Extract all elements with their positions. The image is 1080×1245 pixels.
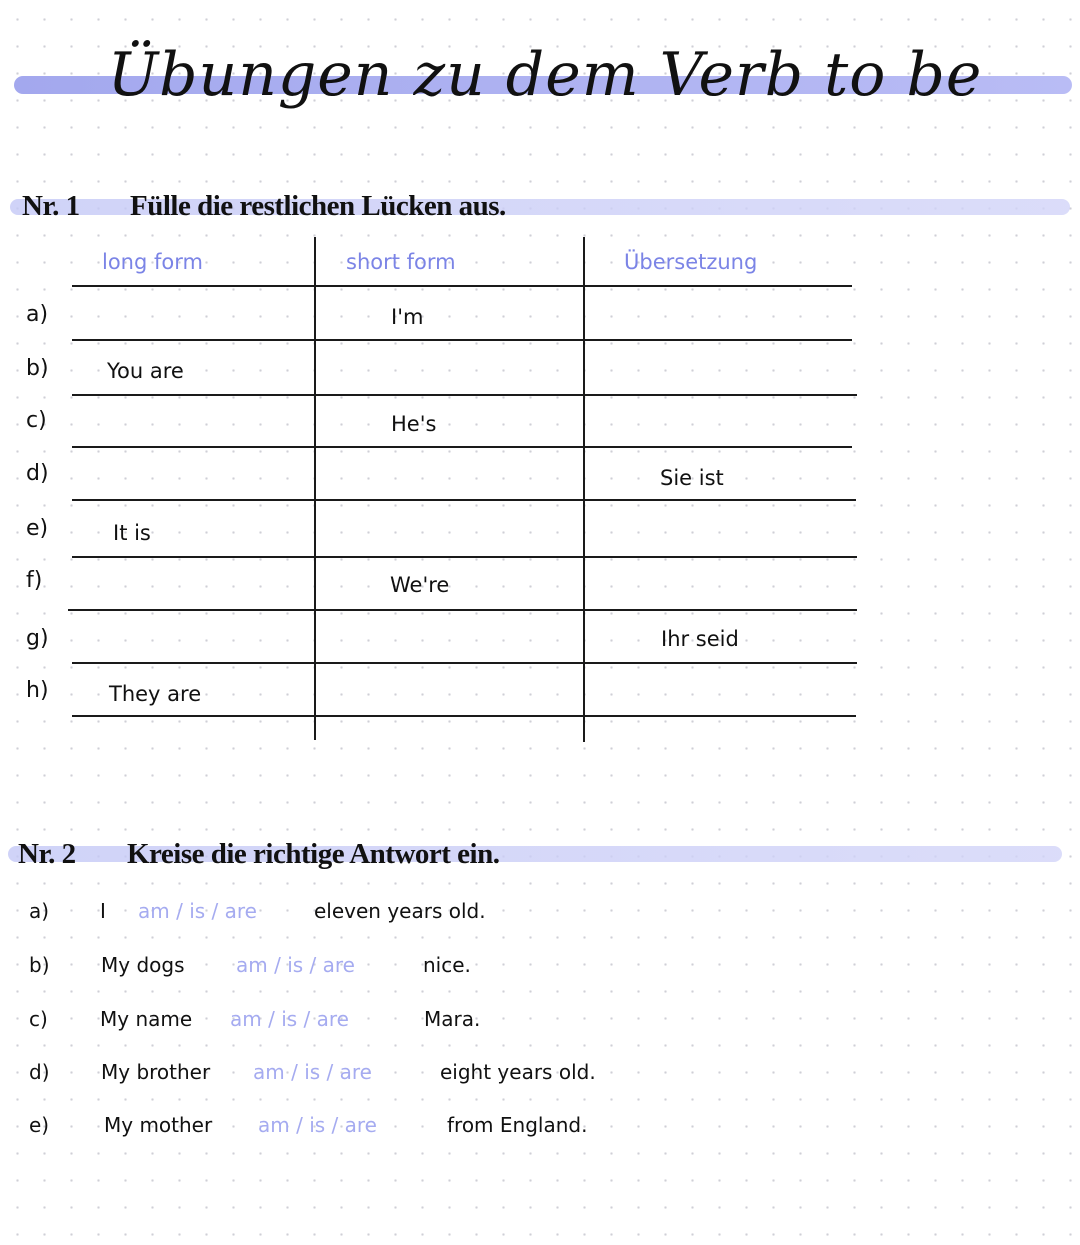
answer-options[interactable]: am / is / are	[138, 899, 257, 923]
answer-options[interactable]: am / is / are	[230, 1007, 349, 1031]
item-subject: My mother	[104, 1113, 213, 1137]
row-letter: a)	[26, 302, 49, 327]
cell-translation: Ihr seid	[661, 627, 739, 651]
row-letter: c)	[26, 408, 47, 433]
answer-options[interactable]: am / is / are	[258, 1113, 377, 1137]
cell-short-form: We're	[390, 573, 450, 597]
table-rule	[68, 609, 857, 611]
row-letter: d)	[26, 461, 49, 486]
item-letter: d)	[29, 1060, 50, 1084]
item-subject: My brother	[101, 1060, 211, 1084]
row-letter: h)	[26, 678, 49, 703]
item-ending: nice.	[423, 953, 471, 977]
table-rule	[72, 662, 857, 664]
cell-long-form: You are	[107, 359, 184, 383]
item-subject: My name	[100, 1007, 193, 1031]
table-rule	[72, 446, 852, 448]
item-ending: eleven years old.	[314, 899, 486, 923]
table-rule	[72, 339, 852, 341]
cell-long-form: They are	[109, 682, 202, 706]
row-letter: e)	[26, 516, 49, 541]
answer-options[interactable]: am / is / are	[253, 1060, 372, 1084]
row-letter: b)	[26, 356, 49, 381]
item-subject: I	[100, 899, 106, 923]
item-ending: Mara.	[424, 1007, 481, 1031]
exercise1-instruction: Fülle die restlichen Lücken aus.	[130, 190, 506, 222]
header-short-form: short form	[346, 250, 456, 274]
table-column-divider	[314, 237, 316, 740]
cell-short-form: He's	[391, 412, 437, 436]
exercise1-number: Nr. 1	[22, 190, 80, 222]
item-ending: eight years old.	[440, 1060, 596, 1084]
row-letter: g)	[26, 626, 49, 651]
cell-long-form: It is	[113, 521, 151, 545]
table-rule	[72, 499, 856, 501]
table-rule	[72, 715, 856, 717]
item-letter: c)	[29, 1007, 48, 1031]
item-letter: b)	[29, 953, 50, 977]
table-rule	[72, 556, 857, 558]
cell-short-form: I'm	[391, 305, 424, 329]
item-subject: My dogs	[101, 953, 185, 977]
item-ending: from England.	[447, 1113, 588, 1137]
table-rule	[72, 285, 852, 287]
item-letter: a)	[29, 899, 50, 923]
header-translation: Übersetzung	[624, 250, 758, 274]
header-long-form: long form	[102, 250, 203, 274]
row-letter: f)	[26, 568, 43, 593]
cell-translation: Sie ist	[660, 466, 724, 490]
table-column-divider	[583, 237, 585, 742]
exercise2-number: Nr. 2	[18, 838, 76, 870]
item-letter: e)	[29, 1113, 50, 1137]
exercise2-instruction: Kreise die richtige Antwort ein.	[127, 838, 500, 870]
page-title: Übungen zu dem Verb to be	[107, 40, 983, 110]
table-rule	[72, 394, 857, 396]
answer-options[interactable]: am / is / are	[236, 953, 355, 977]
